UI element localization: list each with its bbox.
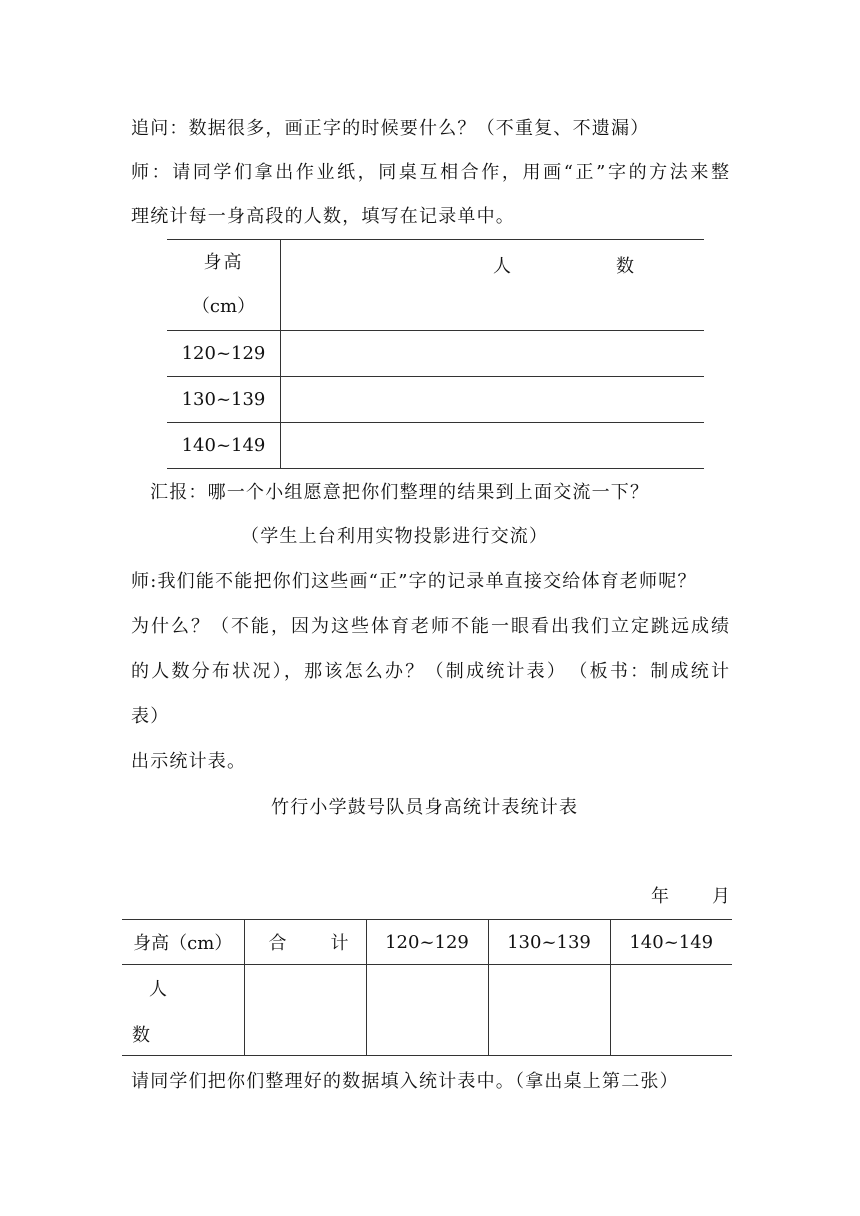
para-teacher-instruction-1: 师：请同学们拿出作业纸，同桌互相合作，用画“正”字的方法来整	[131, 162, 729, 183]
record-sheet-table	[167, 239, 704, 469]
record-row-range: 120~129	[167, 331, 281, 377]
record-header-count-b: 数	[616, 256, 634, 277]
record-row-range: 140~149	[167, 423, 281, 469]
para-why-2: 的人数分布状况），那该怎么办？（制成统计表） （板书：制成统计	[131, 661, 729, 682]
record-header-height	[167, 240, 281, 331]
stat-header-range: 120~129	[366, 920, 488, 965]
para-show-table: 出示统计表。	[131, 751, 247, 772]
date-month-label: 月	[712, 886, 732, 907]
para-teacher-instruction-2: 理统计每一身高段的人数，填写在记录单中。	[131, 206, 515, 227]
stat-row-label	[122, 965, 244, 1056]
stat-header-range: 140~149	[610, 920, 732, 965]
record-row	[167, 331, 704, 377]
para-fill-instruction: 请同学们把你们整理好的数据填入统计表中。（拿出桌上第二张）	[131, 1071, 679, 1092]
record-row	[167, 423, 704, 469]
stat-cell-range[interactable]	[366, 965, 488, 1056]
stat-row-label-b: 数	[132, 1025, 150, 1046]
stat-header-range: 130~139	[488, 920, 610, 965]
stat-cell-range[interactable]	[488, 965, 610, 1056]
record-row-count-cell[interactable]	[281, 423, 705, 469]
record-row-count-cell[interactable]	[281, 331, 705, 377]
para-why-1: 为什么？（不能，因为这些体育老师不能一眼看出我们立定跳远成绩	[131, 616, 729, 637]
date-year-label: 年	[651, 886, 671, 907]
stat-table-title: 竹行小学鼓号队员身高统计表统计表	[271, 797, 579, 818]
stat-header-total-b: 计	[330, 933, 349, 954]
stat-header-row	[122, 920, 732, 965]
record-header-count-a: 人	[493, 256, 511, 277]
para-teacher-question: 师:我们能不能把你们这些画“正”字的记录单直接交给体育老师呢？	[131, 571, 697, 592]
stat-cell-total[interactable]	[244, 965, 366, 1056]
stat-cell-range[interactable]	[610, 965, 732, 1056]
para-why-3: 表）	[131, 706, 170, 727]
record-row-count-cell[interactable]	[281, 377, 705, 423]
para-report: 汇报：哪一个小组愿意把你们整理的结果到上面交流一下？	[150, 482, 650, 503]
statistics-table	[122, 919, 732, 1056]
stat-header-label: 身高（cm）	[122, 920, 244, 965]
record-row	[167, 377, 704, 423]
record-header-height-line1: 身高	[203, 252, 244, 273]
record-header-count	[281, 240, 705, 331]
record-header-height-line2: （cm）	[191, 296, 256, 317]
record-row-range: 130~139	[167, 377, 281, 423]
record-header-row	[167, 240, 704, 331]
stat-header-total	[244, 920, 366, 965]
stat-count-row	[122, 965, 732, 1056]
para-student-presentation: （学生上台利用实物投影进行交流）	[241, 526, 549, 547]
stat-row-label-a: 人	[149, 979, 167, 1000]
para-followup-question: 追问：数据很多，画正字的时候要什么？（不重复、不遗漏）	[131, 118, 650, 139]
stat-header-total-a: 合	[268, 933, 287, 954]
